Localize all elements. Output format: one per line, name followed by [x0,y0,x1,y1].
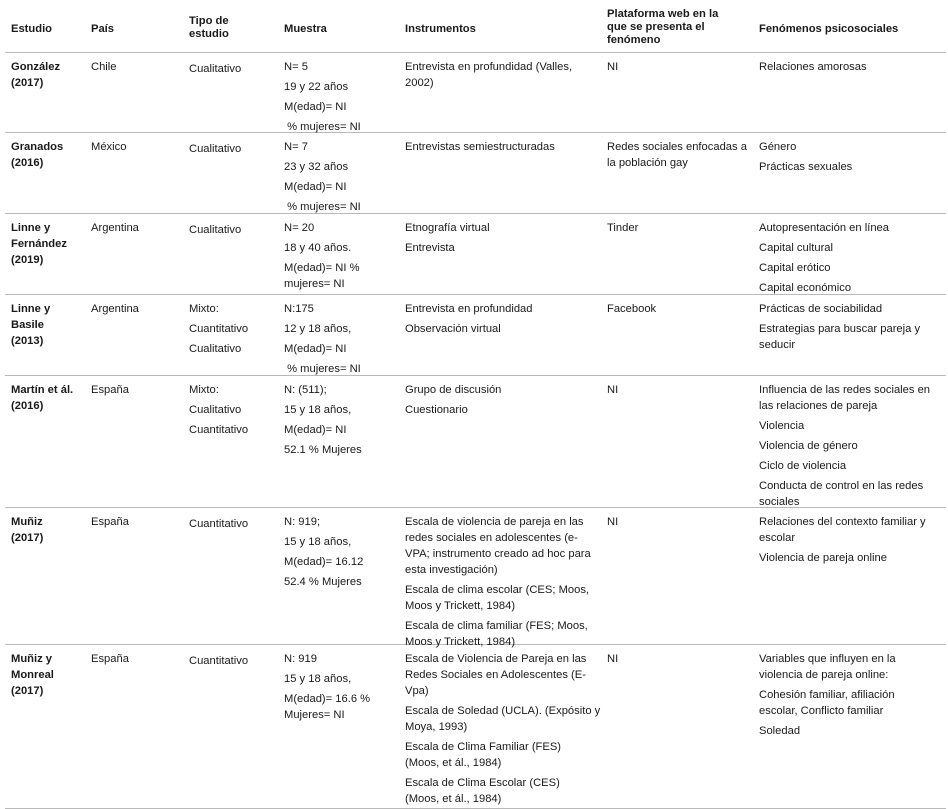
table-header [5,0,946,53]
table-row [5,645,946,809]
muestra-line: 52.4 % Mujeres [284,576,362,588]
muestra-line: 19 y 22 años [284,81,349,93]
header-muestra: Muestra [284,23,327,35]
cell-muestra [284,380,400,460]
fenomeno-item: Soledad [759,725,801,737]
cell-plataforma: NI [607,516,619,528]
cell-fenomenos [759,218,943,298]
muestra-line: M(edad)= 16.6 % Mujeres= NI [284,693,371,721]
fenomeno-item: Violencia de pareja online [759,552,887,564]
cell-pais: Argentina [91,303,139,315]
cell-instrumentos [405,380,601,420]
muestra-line: N: (511); [284,384,327,396]
fenomeno-item: Ciclo de violencia [759,460,847,472]
cell-fenomenos [759,59,943,75]
cell-plataforma: NI [607,653,619,665]
tipo-line: Mixto: [189,384,219,396]
instrumento-item: Escala de Violencia de Pareja en las Redes Sociales en Adolescentes (E-Vpa) [405,653,587,697]
fenomeno-item: Capital cultural [759,242,833,254]
muestra-line: 15 y 18 años, [284,404,352,416]
cell-estudio: Linne y Basile (2013) [11,303,51,347]
instrumento-item: Cuestionario [405,404,468,416]
cell-pais: España [91,516,129,528]
cell-plataforma: Facebook [607,303,657,315]
muestra-line: 15 y 18 años, [284,673,352,685]
instrumento-item: Escala de violencia de pareja en las redes sociales en adolescentes (e-VPA; instrumento creado ad hoc para esta investigación) [405,516,591,576]
table-row [5,214,946,295]
fenomeno-item: Estrategias para buscar pareja y seducir [759,323,921,351]
cell-muestra [284,218,380,292]
instrumento-item: Entrevista en profundidad (Valles, 2002) [405,61,573,89]
muestra-line: N:175 [284,303,314,315]
header-plataforma: Plataforma web en la que se presenta el fenómeno [607,8,719,46]
fenomeno-item: Violencia de género [759,440,858,452]
fenomeno-item: Autopresentación en línea [759,222,889,234]
cell-plataforma: Redes sociales enfocadas a la población gay [607,141,747,169]
tipo-line: Mixto: [189,303,219,315]
table-row [5,376,946,508]
table-row [5,133,946,214]
muestra-line: % mujeres= NI [284,201,361,213]
instrumento-item: Entrevista en profundidad [405,303,533,315]
cell-tipo [189,380,281,440]
muestra-line: M(edad)= NI % mujeres= NI [284,262,360,290]
muestra-line: M(edad)= NI [284,343,347,355]
muestra-line: N: 919; [284,516,321,528]
cell-instrumentos [405,218,601,258]
cell-instrumentos [405,299,601,339]
tipo-line: Cuantitativo [189,518,249,530]
instrumento-item: Escala de Clima Familiar (FES) (Moos, et ál., 1984) [405,741,562,769]
instrumento-item: Entrevistas semiestructuradas [405,141,555,153]
tipo-line: Cualitativo [189,63,242,75]
cell-muestra [284,299,400,379]
fenomeno-item: Conducta de control en las redes sociales [759,480,924,508]
tipo-line: Cuantitativo [189,323,249,335]
cell-estudio: Granados (2016) [11,141,64,169]
tipo-line: Cualitativo [189,343,242,355]
cell-plataforma: Tinder [607,222,639,234]
instrumento-item: Escala de Clima Escolar (CES) (Moos, et ál., 1984) [405,777,560,805]
cell-fenomenos [759,514,943,566]
muestra-line: 23 y 32 años [284,161,349,173]
fenomeno-item: Relaciones del contexto familiar y escolar [759,516,926,544]
muestra-line: N: 919 [284,653,317,665]
header-instrumentos: Instrumentos [405,23,476,35]
fenomeno-item: Violencia [759,420,805,432]
muestra-line: N= 7 [284,141,308,153]
muestra-line: 12 y 18 años, [284,323,352,335]
table-row [5,295,946,376]
studies-table [5,0,946,809]
cell-muestra [284,137,400,217]
cell-fenomenos [759,651,935,739]
muestra-line: M(edad)= 16.12 [284,556,364,568]
cell-tipo [189,651,281,671]
muestra-line: M(edad)= NI [284,424,347,436]
cell-tipo [189,220,281,240]
header-estudio: Estudio [11,23,53,35]
muestra-line: % mujeres= NI [284,121,361,133]
muestra-line: 18 y 40 años. [284,242,352,254]
instrumento-item: Entrevista [405,242,455,254]
tipo-line: Cualitativo [189,224,242,236]
muestra-line: 52.1 % Mujeres [284,444,362,456]
instrumento-item: Escala de Soledad (UCLA). (Expósito y Moya, 1993) [405,705,601,733]
instrumento-item: Escala de clima familiar (FES; Moos, Moos y Trickett, 1984) [405,620,588,648]
cell-muestra [284,512,400,592]
muestra-line: % mujeres= NI [284,363,361,375]
fenomeno-item: Cohesión familiar, afiliación escolar, Conflicto familiar [759,689,895,717]
instrumento-item: Grupo de discusión [405,384,502,396]
fenomeno-item: Prácticas de sociabilidad [759,303,883,315]
muestra-line: 15 y 18 años, [284,536,352,548]
cell-muestra [284,649,380,723]
cell-fenomenos [759,382,943,510]
muestra-line: M(edad)= NI [284,101,347,113]
tipo-line: Cuantitativo [189,424,249,436]
fenomeno-item: Relaciones amorosas [759,61,867,73]
tipo-line: Cualitativo [189,143,242,155]
cell-pais: México [91,141,127,153]
cell-estudio: Muñiz (2017) [11,516,44,544]
cell-instrumentos [405,651,601,807]
cell-fenomenos [759,137,943,177]
fenomeno-item: Capital erótico [759,262,831,274]
instrumento-item: Etnografía virtual [405,222,490,234]
tipo-line: Cuantitativo [189,655,249,667]
muestra-line: N= 5 [284,61,308,73]
cell-plataforma: NI [607,61,619,73]
header-pais: País [91,23,115,35]
cell-pais: Chile [91,61,117,73]
cell-pais: España [91,384,129,396]
cell-plataforma: NI [607,384,619,396]
tipo-line: Cualitativo [189,404,242,416]
cell-muestra [284,57,400,137]
table-row [5,508,946,648]
cell-estudio: Muñiz y Monreal (2017) [11,653,54,697]
table-row [5,53,946,133]
header-tipo: Tipo de estudio [189,15,229,40]
cell-pais: Argentina [91,222,139,234]
cell-tipo [189,514,281,534]
cell-estudio: Linne y Fernández (2019) [11,222,67,266]
cell-instrumentos [405,59,601,91]
muestra-line: N= 20 [284,222,315,234]
muestra-line: M(edad)= NI [284,181,347,193]
cell-instrumentos [405,514,601,650]
instrumento-item: Observación virtual [405,323,501,335]
cell-tipo [189,59,281,79]
cell-estudio: González (2017) [11,61,61,89]
cell-tipo [189,299,281,359]
cell-fenomenos [759,299,943,353]
fenomeno-item: Prácticas sexuales [759,161,853,173]
cell-estudio: Martín et ál. (2016) [11,384,74,412]
header-fenomenos: Fenómenos psicosociales [759,23,899,35]
cell-tipo [189,139,281,159]
cell-pais: España [91,653,129,665]
fenomeno-item: Género [759,141,797,153]
fenomeno-item: Influencia de las redes sociales en las relaciones de pareja [759,384,931,412]
fenomeno-item: Variables que influyen en la violencia de pareja online: [759,653,896,681]
cell-instrumentos [405,139,601,155]
fenomeno-item: Capital económico [759,282,852,294]
instrumento-item: Escala de clima escolar (CES; Moos, Moos y Trickett, 1984) [405,584,590,612]
